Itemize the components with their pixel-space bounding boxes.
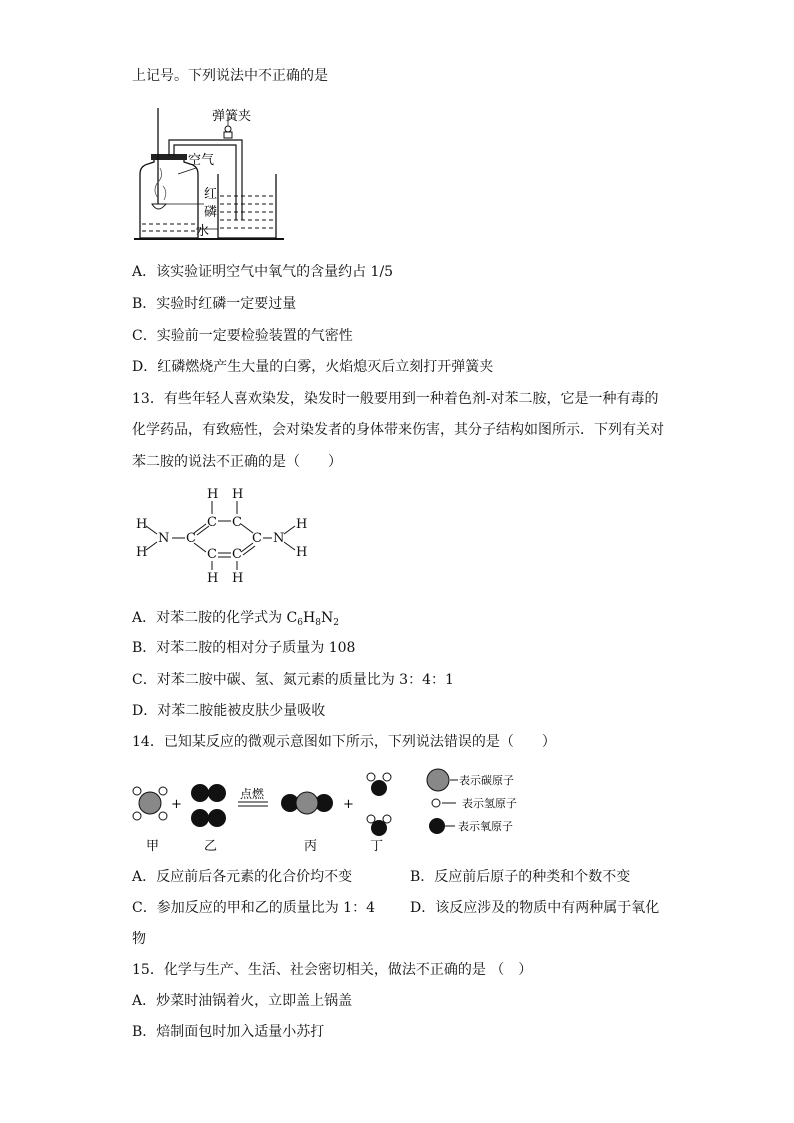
- h-left-lower: H: [136, 545, 148, 560]
- h-top-right: H: [232, 487, 244, 502]
- reaction-micro-diagram: [124, 760, 544, 860]
- q15-option-a: A．炒菜时油锅着火，立即盖上锅盖: [132, 993, 353, 1009]
- q12-option-b: B．实验时红磷一定要过量: [132, 296, 297, 312]
- q14-option-a: A．反应前后各元素的化合价均不变: [132, 869, 353, 885]
- q15-stem: 15．化学与生产、生活、社会密切相关，做法不正确的是 （ ）: [132, 962, 533, 978]
- legend-oxygen: 表示氧原子: [458, 820, 513, 833]
- label-jia: 甲: [146, 839, 160, 854]
- q13-option-b: B．对苯二胺的相对分子质量为 108: [132, 640, 356, 656]
- h-right-upper: H: [296, 517, 308, 532]
- q15-option-b: B．焙制面包时加入适量小苏打: [132, 1024, 325, 1040]
- q13-option-d: D．对苯二胺能被皮肤少量吸收: [132, 703, 326, 719]
- label-phosphorus: 磷: [204, 205, 218, 220]
- q14-option-c: C．参加反应的甲和乙的质量比为 1：4: [132, 900, 375, 916]
- c-left: C: [186, 531, 196, 546]
- n-left: N: [158, 531, 170, 546]
- q13-option-a: A．对苯二胺的化学式为 $C_6H_8N_2$: [132, 610, 339, 628]
- q12-apparatus-figure: [130, 100, 300, 245]
- label-air: 空气: [188, 153, 215, 168]
- q14-option-d-line2: 物: [132, 931, 146, 947]
- plus-2: +: [343, 797, 354, 812]
- h-bottom-left: H: [207, 571, 219, 586]
- condition-ignite: 点燃: [240, 787, 265, 801]
- c-top-left: C: [207, 515, 217, 530]
- label-water: 水: [196, 224, 210, 239]
- q13-option-c: C．对苯二胺中碳、氢、氮元素的质量比为 3：4：1: [132, 672, 454, 688]
- q13-stem-line2: 化学药品，有致癌性，会对染发者的身体带来伤害，其分子结构如图所示．下列有关对: [132, 422, 664, 438]
- c-right: C: [252, 531, 262, 546]
- h-bottom-right: H: [232, 571, 244, 586]
- q14-stem: 14．已知某反应的微观示意图如下所示，下列说法错误的是（ ）: [132, 734, 556, 750]
- c-bottom-left: C: [207, 547, 217, 562]
- c-bottom-right: C: [232, 547, 242, 562]
- n-right: N: [273, 531, 285, 546]
- q14-option-b: B．反应前后原子的种类和个数不变: [410, 869, 631, 885]
- h-left-upper: H: [136, 517, 148, 532]
- c-top-right: C: [232, 515, 242, 530]
- q12-option-d: D．红磷燃烧产生大量的白雾，火焰熄灭后立刻打开弹簧夹: [132, 359, 494, 375]
- legend-carbon: 表示碳原子: [459, 774, 514, 787]
- q12-option-a: A．该实验证明空气中氧气的含量约占 1/5: [132, 264, 394, 280]
- q13-stem-line3: 苯二胺的说法不正确的是（ ）: [132, 454, 342, 470]
- label-yi: 乙: [204, 839, 218, 854]
- label-bing: 丙: [304, 839, 318, 854]
- h-right-lower: H: [296, 545, 308, 560]
- q12-stem-tail: 上记号。下列说法中不正确的是: [132, 68, 328, 84]
- plus-1: +: [171, 797, 182, 812]
- q12-option-c: C．实验前一定要检验装置的气密性: [132, 328, 353, 344]
- q14-option-d-line1: D．该反应涉及的物质中有两种属于氧化: [410, 900, 660, 916]
- legend-hydrogen: 表示氢原子: [462, 797, 517, 810]
- label-clip: 弹簧夹: [212, 109, 252, 124]
- h-top-left: H: [207, 487, 219, 502]
- p-phenylenediamine-structure: [130, 482, 320, 586]
- label-ding: 丁: [370, 839, 384, 854]
- q13-stem-line1: 13．有些年轻人喜欢染发，染发时一般要用到一种着色剂-对苯二胺，它是一种有毒的: [132, 391, 659, 407]
- label-red: 红: [204, 187, 218, 202]
